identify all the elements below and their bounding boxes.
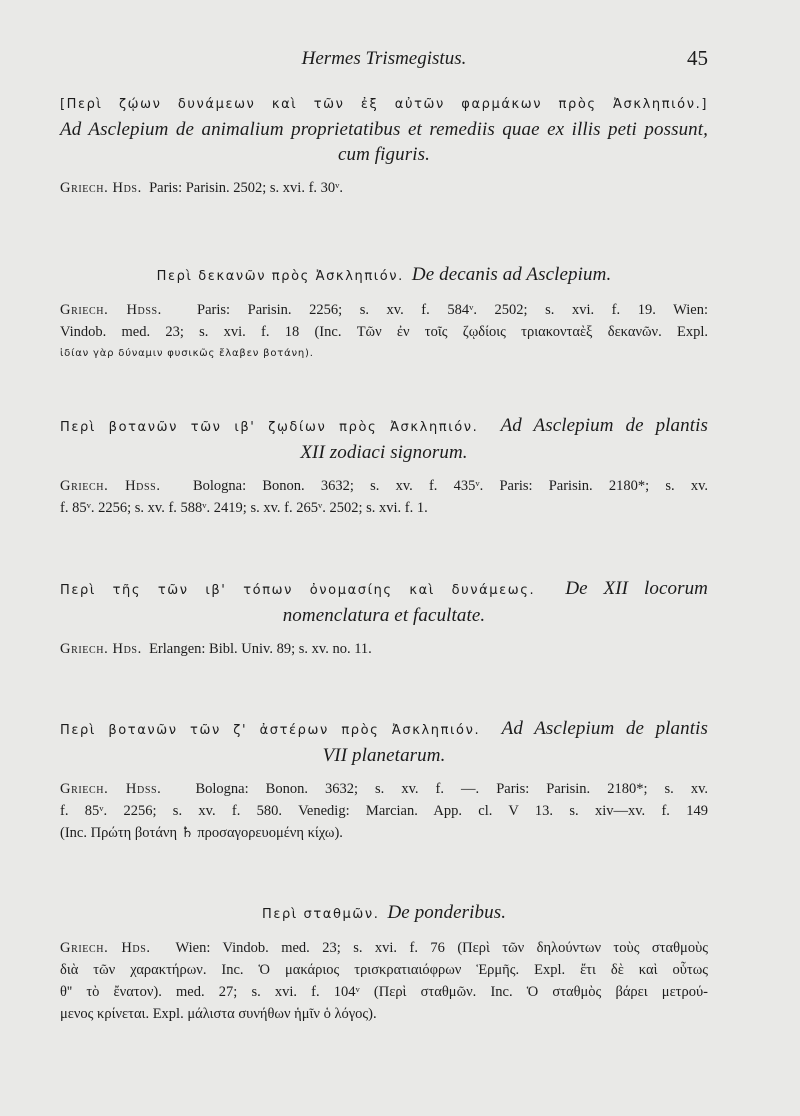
latin-title: Ad Asclepium de plantis (500, 415, 708, 436)
latin-title-cont: cum figuris. (338, 144, 430, 165)
entry-heading (60, 900, 708, 927)
entry-heading (60, 92, 708, 167)
manuscript-list (60, 638, 708, 660)
latin-title: De XII locorum (565, 578, 709, 599)
manuscript-label: Griech. Hds. (60, 940, 151, 956)
manuscript-label: Griech. Hds. (60, 180, 142, 196)
latin-title-cont: nomenclatura et facultate. (282, 605, 486, 626)
greek-title: Περὶ δεκανῶν πρὸς Ἀσκληπιόν. (156, 269, 404, 284)
manuscript-line (60, 475, 708, 497)
manuscript-line: ἰδίαν γὰρ δύναμιν φυσικῶς ἔλαβεν βοτάνη). (60, 348, 314, 359)
entry-heading (60, 413, 708, 465)
manuscript-line (60, 778, 708, 800)
latin-title-cont: XII zodiaci signorum. (300, 442, 468, 463)
entry-ponderibus (60, 900, 708, 1025)
entry-plantis-planetarum (60, 716, 708, 844)
greek-title: Περὶ βοτανῶν τῶν ιβ' ζῳδίων πρὸς Ἀσκληπιόν. (60, 420, 479, 435)
manuscript-label: Griech. Hdss. (60, 478, 161, 494)
manuscript-line: διὰ τῶν χαρακτήρων. Inc. Ὁ μακάριος τρισκρατιαιόφρων Ἑρμῆς. Expl. ἔτι δὲ καὶ οὗτως (60, 962, 708, 978)
manuscript-line (60, 937, 708, 959)
entry-heading (60, 262, 708, 289)
latin-title-cont: VII planetarum. (322, 745, 446, 766)
greek-title: Περὶ βοτανῶν τῶν ζ' ἀστέρων πρὸς Ἀσκληπιόν. (60, 723, 481, 738)
manuscript-line: f. 85ᵛ. 2256; s. xv. f. 588ᵛ. 2419; s. xv. f. 265ᵛ. 2502; s. xvi. f. 1. (60, 500, 428, 516)
manuscript-text: Paris: Parisin. 2256; s. xv. f. 584ᵛ. 2502; s. xvi. f. 19. Wien: (197, 302, 708, 318)
greek-title: Περὶ τῆς τῶν ιβ' τόπων ὀνομασίης καὶ δυνάμεως. (60, 583, 536, 598)
manuscript-label: Griech. Hdss. (60, 302, 162, 318)
manuscript-line (60, 299, 708, 321)
manuscript-text: Wien: Vindob. med. 23; s. xvi. f. 76 (Περὶ τῶν δηλούντων τοὺς σταθμοὺς (175, 940, 708, 956)
running-head (60, 46, 708, 76)
entry-animalium (60, 92, 708, 199)
manuscript-list (60, 177, 708, 199)
greek-title: [Περὶ ζῴων δυνάμεων καὶ τῶν ἐξ αὐτῶν φαρμάκων πρὸς Ἀσκληπιόν.] (60, 97, 708, 112)
manuscript-line (60, 638, 708, 660)
latin-title: Ad Asclepium de plantis (501, 718, 709, 739)
manuscript-label: Griech. Hds. (60, 641, 142, 657)
manuscript-list (60, 475, 708, 519)
latin-title: Ad Asclepium de animalium proprietatibus et remediis quae ex illis peti possunt, (60, 119, 708, 140)
entry-heading (60, 576, 708, 628)
manuscript-list (60, 299, 708, 365)
manuscript-text: Bologna: Bonon. 3632; s. xv. f. —. Paris: Parisin. 2180*; s. xv. (195, 781, 709, 797)
manuscript-text: Paris: Parisin. 2502; s. xvi. f. 30ᵛ. (149, 180, 344, 196)
manuscript-line: μενος κρίνεται. Expl. μάλιστα συνήθων ἡμῖν ὁ λόγος). (60, 1006, 377, 1022)
entry-locorum (60, 576, 708, 660)
manuscript-text: Erlangen: Bibl. Univ. 89; s. xv. no. 11. (149, 641, 372, 657)
manuscript-list (60, 778, 708, 844)
manuscript-line (60, 177, 708, 199)
manuscript-label: Griech. Hdss. (60, 781, 162, 797)
greek-title: Περὶ σταθμῶν. (261, 907, 380, 922)
latin-title: De decanis ad Asclepium. (411, 264, 612, 285)
manuscript-text: Bologna: Bonon. 3632; s. xv. f. 435ᵛ. Paris: Parisin. 2180*; s. xv. (192, 478, 708, 494)
manuscript-line: Vindob. med. 23; s. xvi. f. 18 (Inc. Τῶν ἐν τοῖς ζῳδίοις τριακονταὲξ δεκανῶν. Expl. (60, 324, 708, 340)
entry-heading (60, 716, 708, 768)
running-title: Hermes Trismegistus. (301, 48, 467, 69)
manuscript-line: f. 85ᵛ. 2256; s. xv. f. 580. Venedig: Marcian. App. cl. V 13. s. xiv—xv. f. 149 (60, 803, 708, 819)
manuscript-line: (Inc. Πρώτη βοτάνη ♄ προσαγορευομένη κίχω). (60, 825, 343, 841)
entry-decanis (60, 262, 708, 365)
manuscript-line: θ'' τὸ ἔνατον). med. 27; s. xvi. f. 104ᵛ (Περὶ σταθμῶν. Inc. Ὁ σταθμὸς βάρει μετρού- (60, 984, 708, 1000)
manuscript-list (60, 937, 708, 1025)
latin-title: De ponderibus. (387, 902, 507, 923)
entry-plantis-zodiaci (60, 413, 708, 519)
page-number: 45 (687, 46, 708, 70)
